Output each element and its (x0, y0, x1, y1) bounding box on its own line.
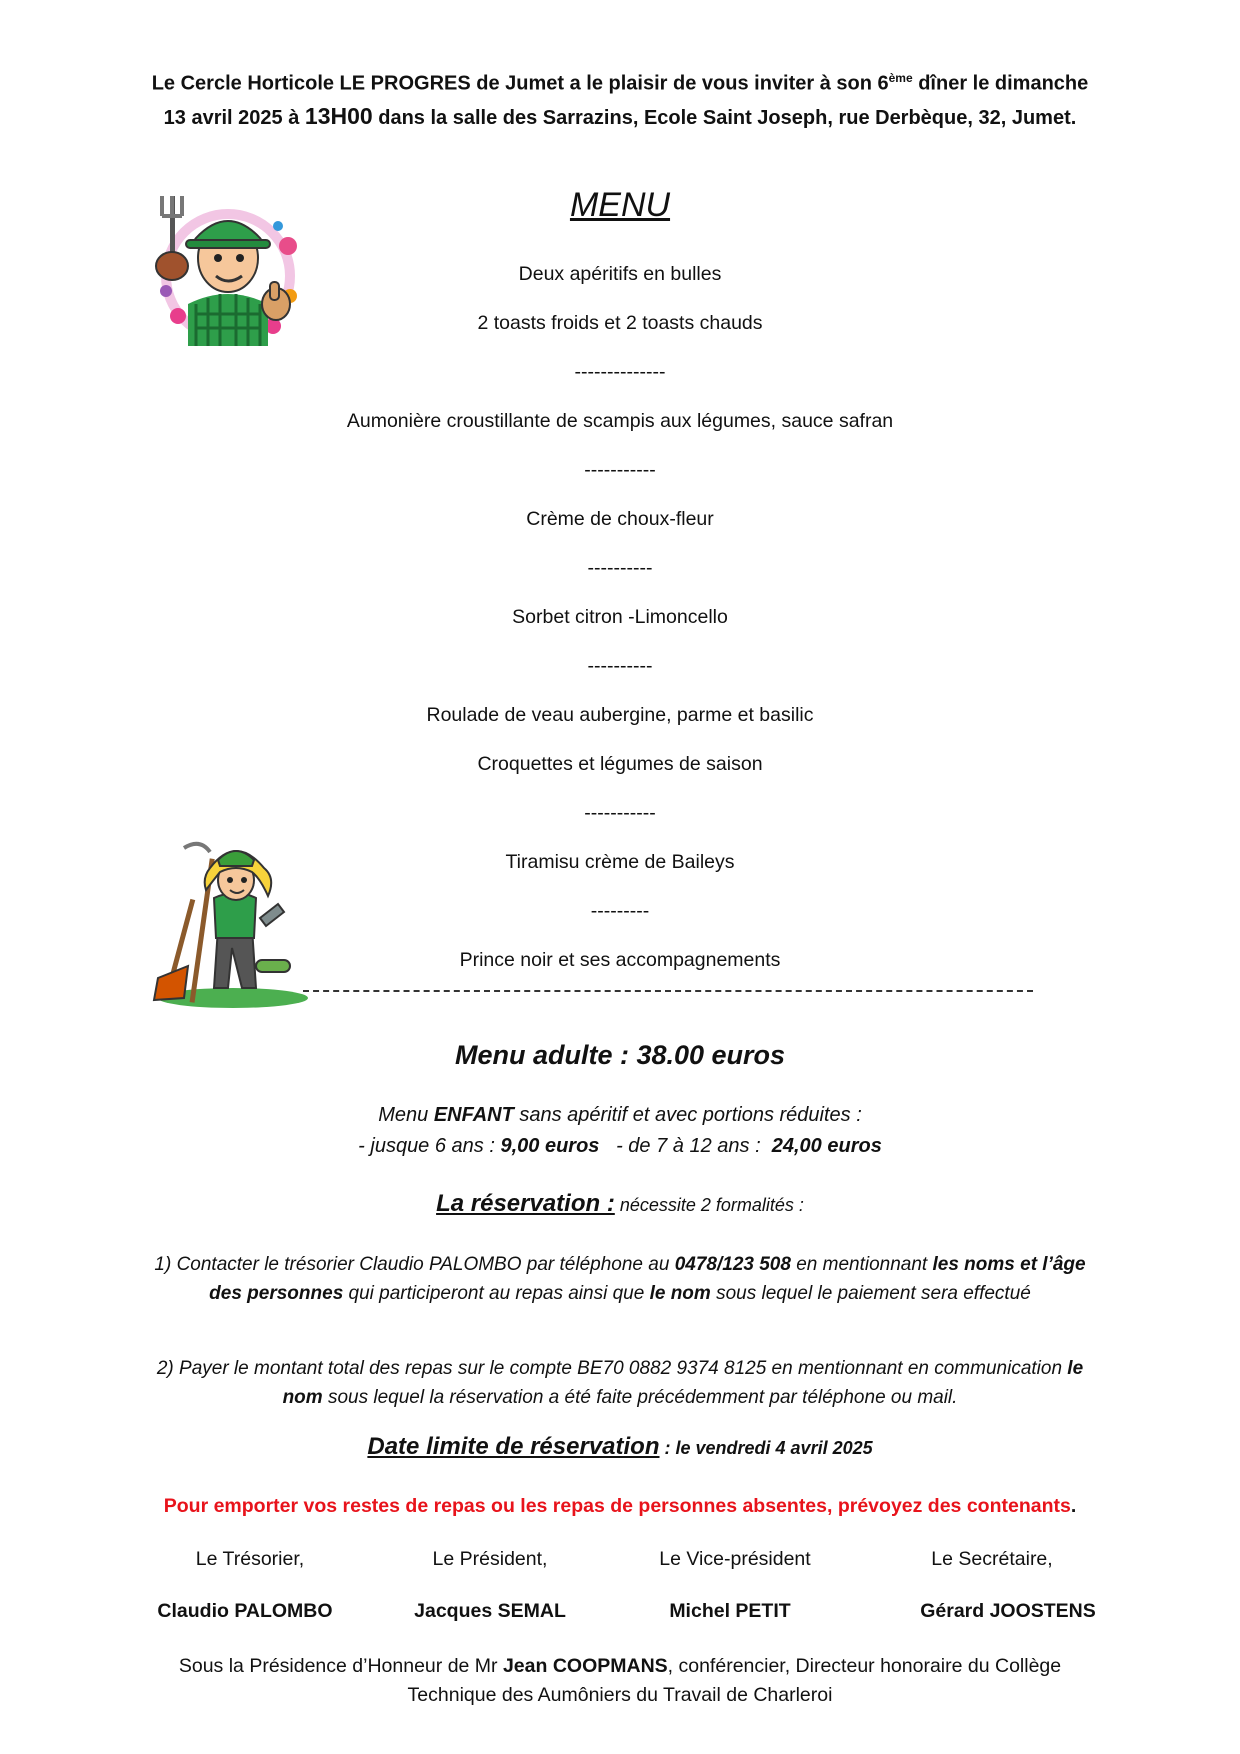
gardener-woman-illustration (148, 838, 308, 1008)
menu-item: Deux apéritifs en bulles (518, 263, 722, 285)
menu-item: Aumonière croustillante de scampis aux légumes, sauce safran (346, 410, 894, 432)
signatory-role: Le Vice-président (659, 1548, 811, 1570)
signatory-role: Le Trésorier, (195, 1548, 305, 1570)
reservation-step-2: 2) Payer le montant total des repas sur le compte BE70 0882 9374 8125 en mentionnant en communication le nom sous lequel la réservation a été faite précédemment par téléphone ou mail. (156, 1358, 1084, 1408)
menu-title: MENU (569, 186, 671, 224)
menu-item: Crème de choux-fleur (526, 508, 714, 530)
signatory-role: Le Président, (432, 1548, 548, 1570)
intro-text-3: dans la salle des Sarrazins, Ecole Saint Joseph, rue Derbèque, 32, Jumet. (372, 106, 1077, 129)
reservation-heading: La réservation : nécessite 2 formalités : (436, 1190, 804, 1217)
menu-separator: ---------- (587, 557, 653, 579)
intro-sup: ème (888, 71, 913, 85)
phone-number: 0478/123 508 (674, 1254, 791, 1275)
menu-item: Sorbet citron -Limoncello (512, 606, 728, 628)
child-price (0, 1100, 1240, 1162)
reservation-deadline: Date limite de réservation : le vendredi 4 avril 2025 (367, 1433, 873, 1460)
menu-item: Croquettes et légumes de saison (477, 753, 763, 775)
child-price-line-2: - jusque 6 ans : 9,00 euros - de 7 à 12 ans : 24,00 euros (358, 1135, 882, 1157)
intro-text-2: dîner le dimanche 13 avril 2025 à (163, 72, 1089, 129)
menu-separator: ----------- (584, 459, 656, 481)
menu-separator: ----------- (584, 802, 656, 824)
reservation-step-1: 1) Contacter le trésorier Claudio PALOMBO par téléphone au 0478/123 508 en mentionnant les noms et l’âge des personnes qui participeront au repas ainsi que le nom sous lequel le paiement sera effectué (154, 1254, 1086, 1304)
signatory-name: Claudio PALOMBO (157, 1600, 333, 1622)
signatory-name: Michel PETIT (669, 1600, 791, 1622)
adult-price: Menu adulte : 38.00 euros (454, 1040, 786, 1070)
signatory-name: Jacques SEMAL (414, 1600, 566, 1622)
intro-time: 13H00 (304, 102, 373, 129)
menu-item: Tiramisu crème de Baileys (505, 851, 735, 873)
intro-paragraph (150, 62, 1090, 134)
intro-text-1: Le Cercle Horticole LE PROGRES de Jumet a le plaisir de vous inviter à son 6 (151, 72, 889, 95)
menu-item: Roulade de veau aubergine, parme et basilic (426, 704, 814, 726)
menu-separator: --------- (590, 900, 650, 922)
child-price-line-1: Menu ENFANT sans apéritif et avec portions réduites : (378, 1104, 862, 1126)
dashed-divider (303, 990, 1033, 992)
menu-item: 2 toasts froids et 2 toasts chauds (477, 312, 763, 334)
signatory-role: Le Secrétaire, (931, 1548, 1053, 1570)
honorary-presidency: Sous la Présidence d’Honneur de Mr Jean COOPMANS, conférencier, Directeur honoraire du Collège Technique des Aumôniers du Travail de Charleroi (178, 1655, 1062, 1706)
menu-separator: -------------- (574, 361, 666, 383)
menu-item: Prince noir et ses accompagnements (459, 949, 781, 971)
menu-separator: ---------- (587, 655, 653, 677)
shovel-icon (154, 899, 195, 1000)
signatory-name: Gérard JOOSTENS (920, 1600, 1096, 1622)
containers-notice: Pour emporter vos restes de repas ou les repas de personnes absentes, prévoyez des contenants. (163, 1495, 1077, 1517)
